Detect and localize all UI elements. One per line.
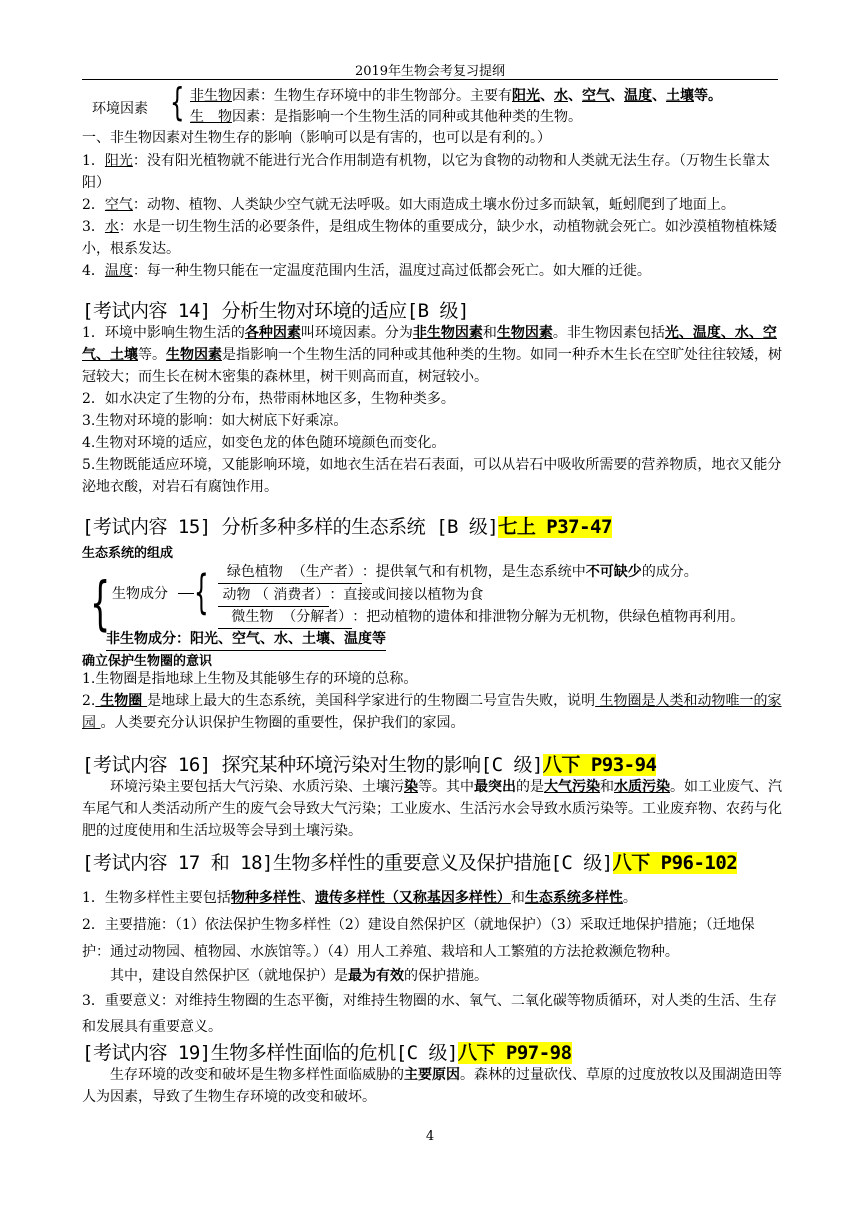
bio-component-label: 生物成分 (112, 586, 168, 602)
page-number: 4 (425, 1129, 435, 1144)
textbook-reference: 八下 P97-98 (457, 1042, 572, 1064)
s14-para-1: 1．环境中影响生物生活的各种因素叫环境因素。分为非生物因素和生物因素。非生物因素包括光、温度、水、空气、土壤等。生物因素是指影响一个生物生活的同种或其他种类的生物。如同一种乔木生长在空旷处往往较矮，树冠较大；而生长在树木密集的森林里，树干则高而直，树冠较小。 (82, 325, 782, 385)
abiotic-end: 等。 (694, 88, 722, 104)
heading-exam-17-18 (82, 848, 737, 875)
env-abiotic-line: 非生物因素：生物生存环境中的非生物部分。主要有阳光、水、空气、温度、土壤等。 (190, 88, 722, 104)
item-text: ：每一种生物只能在一定温度范围内生活，温度过高过低都会死亡。如大雁的迁徙。 (132, 263, 651, 279)
s14-para-5: 5.生物既能适应环境，又能影响环境，如地衣生活在岩石表面，可以从岩石中吸收所需要的营养物质，地衣又能分泌地衣酸，对岩石有腐蚀作用。 (82, 457, 782, 495)
textbook-reference: 八下 P96-102 (612, 852, 738, 874)
s19-para: 生存环境的改变和破坏是生物多样性面临威胁的主要原因。森林的过量砍伐、草原的过度放牧以及围湖造田等人为因素，导致了生物生存环境的改变和破坏。 (82, 1067, 782, 1105)
heading-text: [考试内容 17 和 18]生物多样性的重要意义及保护措施[C 级] (82, 852, 613, 874)
item-key: 阳光 (104, 153, 133, 169)
eco-consumer-line: 动物 （ 消费者）：直接或间接以植物为食 (218, 584, 788, 607)
item-key: 空气 (104, 197, 133, 213)
s16-para: 环境污染主要包括大气污染、水质污染、土壤污染等。其中最突出的是大气污染和水质污染。如工业废气、汽车尾气和人类活动所产生的废气会导致大气污染；工业废水、生活污水会导致水质污染等。工业废弃物、农药与化肥的过度使用和生活垃圾等会导到土壤污染。 (82, 779, 782, 839)
heading-text: [考试内容 16] 探究某种环境污染对生物的影响[C 级] (82, 754, 543, 776)
abiotic-item-soil: 土壤 (666, 88, 694, 104)
textbook-reference: 八下 P93-94 (542, 754, 657, 776)
biotic-key: 生 物 (190, 109, 232, 125)
section-one-title: 一、非生物因素对生物生存的影响（影响可以是有害的，也可以是有利的。） (82, 130, 551, 146)
abiotic-item-air: 空气 (582, 88, 610, 104)
heading-exam-16 (82, 750, 656, 777)
heading-exam-14: [考试内容 14] 分析生物对环境的适应[B 级] (82, 300, 469, 322)
abiotic-mid: 因素：生物生存环境中的非生物部分。主要有 (232, 88, 512, 104)
biosphere-heading: 确立保护生物圈的意识 (82, 654, 213, 669)
eco-abiotic-line: 非生物成分：阳光、空气、水、土壤、温度等 (106, 628, 506, 651)
s14-para-3: 3.生物对环境的影响：如大树底下好乘凉。 (82, 413, 348, 429)
eco-inner-brace-icon: { (194, 565, 209, 619)
item-key: 温度 (104, 263, 133, 279)
s17-para-2: 2．主要措施：（1）依法保护生物多样性（2）建设自然保护区（就地保护）（3）采取迁地保护措施；（迁地保护：通过动物园、植物园、水族馆等。）（4）用人工养殖、栽培和人工繁殖的方法抢救濒危物种。 (82, 917, 755, 960)
eco-connector (178, 593, 194, 594)
textbook-reference: 七上 P37-47 (498, 516, 612, 538)
heading-exam-19 (82, 1038, 572, 1065)
item-text: ：水是一切生物生活的必要条件，是组成生物体的重要成分，缺少水，动植物就会死亡。如沙漠植物植株矮小，根系发达。 (82, 219, 777, 257)
biotic-rest: 因素：是指影响一个生物生活的同种或其他种类的生物。 (232, 109, 582, 125)
s17-para-3: 其中，建设自然保护区（就地保护）是最为有效的保护措施。 (110, 968, 488, 984)
biosphere-para-2: 2. 生物圈 是地球上最大的生态系统，美国科学家进行的生物圈二号宣告失败，说明 生物圈是人类和动物唯一的家园 。人类要充分认识保护生物圈的重要性，保护我们的家园。 (82, 693, 782, 731)
heading-text: [考试内容 19]生物多样性面临的危机[C 级] (82, 1042, 458, 1064)
item-text: ：动物、植物、人类缺少空气就无法呼吸。如大雨造成土壤水份过多而缺氧，蚯蚓爬到了地面上。 (132, 197, 735, 213)
abiotic-item-sunlight: 阳光 (512, 88, 540, 104)
eco-outer-brace-icon: { (90, 569, 111, 637)
abiotic-item-temperature: 温度 (624, 88, 652, 104)
biosphere-para-1: 1.生物圈是指地球上生物及其能够生存的环境的总称。 (82, 671, 418, 687)
eco-producer-line: 绿色植物 （生产者）：提供氧气和有机物，是生态系统中不可缺少的成分。 (218, 561, 788, 584)
eco-decomposer-line: 微生物 （分解者）：把动植物的遗体和排泄物分解为无机物，供绿色植物再利用。 (218, 606, 788, 629)
page-header: 2019年生物会考复习提纲 (354, 64, 506, 79)
heading-text: [考试内容 15] 分析多种多样的生态系统 [B 级] (82, 516, 499, 538)
s17-para-1: 1．生物多样性主要包括物种多样性、遗传多样性（又称基因多样性）和生态系统多样性。 (82, 890, 637, 906)
env-biotic-line (190, 106, 790, 128)
heading-exam-15 (82, 512, 612, 539)
s17-para-4: 3．重要意义：对维持生物圈的生态平衡，对维持生物圈的水、氧气、二氧化碳等物质循环，对人类的生活、生存和发展具有重要意义。 (82, 993, 777, 1035)
abiotic-item-water: 水 (554, 88, 568, 104)
eco-heading: 生态系统的组成 (82, 546, 174, 561)
item-key: 水 (104, 219, 119, 235)
abiotic-key: 非生物 (190, 88, 232, 104)
item-number: 3． (82, 219, 105, 235)
s14-para-4: 4.生物对环境的适应，如变色龙的体色随环境颜色而变化。 (82, 435, 446, 451)
env-label: 环境因素 (92, 101, 148, 117)
s1-item-4 (82, 260, 782, 282)
item-text: ：没有阳光植物就不能进行光合作用制造有机物，以它为食物的动物和人类就无法生存。（万物生长靠太阳） (82, 153, 770, 191)
env-brace-icon: { (170, 80, 185, 124)
s1-item-2 (82, 194, 782, 216)
item-number: 4． (82, 263, 105, 279)
s1-item-3 (82, 216, 782, 260)
item-number: 2． (82, 197, 105, 213)
s1-item-1 (82, 150, 782, 194)
header-rule (82, 79, 778, 80)
s14-para-2: 2．如水决定了生物的分布，热带雨林地区多，生物种类多。 (82, 391, 455, 407)
item-number: 1． (82, 153, 105, 169)
